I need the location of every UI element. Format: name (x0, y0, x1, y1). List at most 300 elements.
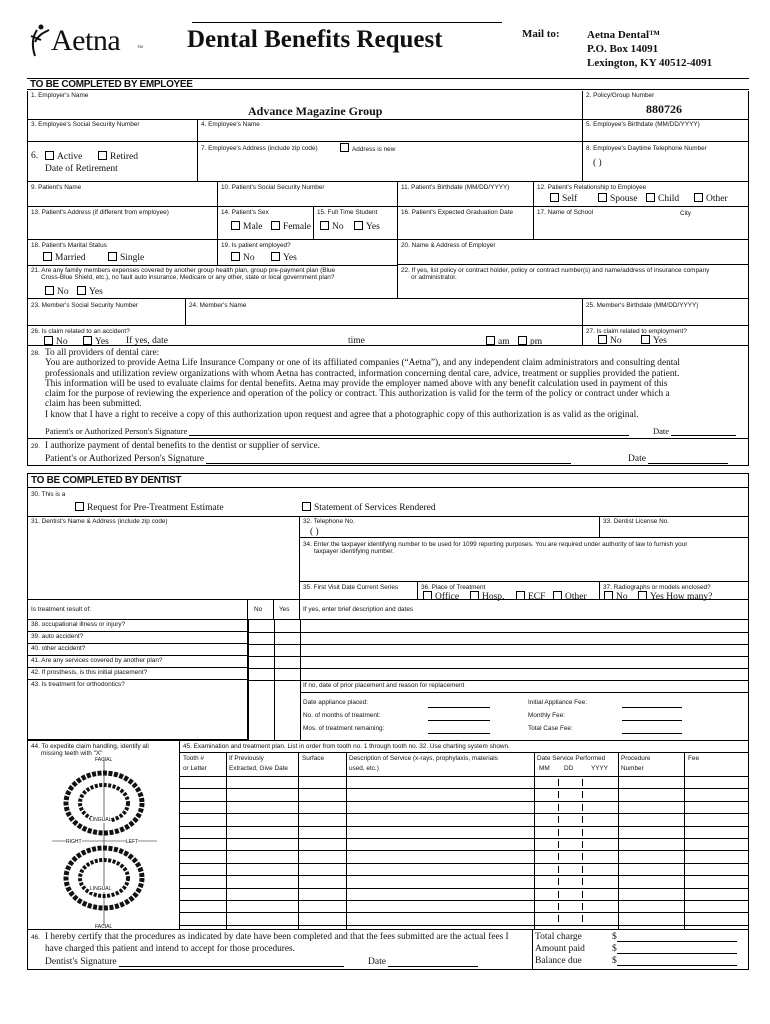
statement-option[interactable] (302, 502, 436, 513)
right-label: RIGHT (66, 839, 82, 845)
lingual-top-label: LINGUAL (90, 817, 112, 823)
no-label: No (57, 287, 69, 297)
total-charge-label: Total charge (535, 932, 582, 942)
date-tick (558, 853, 559, 860)
prev-extracted-header: If Previously (229, 755, 264, 762)
field-label: 38. occupational illness or injury? (31, 621, 126, 628)
procedure-header-2: Number (621, 765, 644, 772)
employer-name-value: Advance Magazine Group (248, 104, 383, 118)
if-yes-date-label: If yes, date (126, 336, 168, 346)
employed-yes-option[interactable] (271, 252, 297, 263)
treatment-result-label (28, 600, 248, 620)
pretreatment-option[interactable] (75, 502, 224, 513)
pm-label: pm (530, 337, 543, 347)
self-checkbox[interactable] (550, 193, 559, 202)
pretreatment-checkbox[interactable] (75, 502, 84, 511)
radiographs-no-checkbox[interactable] (604, 591, 613, 600)
ecf-label: ECF (528, 592, 546, 602)
other-place-checkbox[interactable] (553, 591, 562, 600)
grid-row-line (180, 900, 748, 901)
yyyy-header: YYYY (591, 765, 609, 772)
school-name-field[interactable] (534, 207, 748, 240)
mailing-address (587, 28, 712, 70)
field-number: 29. (31, 443, 40, 450)
patient-signature-date-line[interactable] (671, 435, 736, 436)
initial-appliance-fee-label: Initial Appliance Fee: (528, 699, 587, 706)
retired-checkbox[interactable] (98, 151, 107, 160)
dentist-name-address-field[interactable] (28, 516, 300, 600)
spouse-checkbox[interactable] (598, 193, 607, 202)
surface-header: Surface (302, 755, 325, 762)
field-label: 20. Name & Address of Employer (401, 242, 496, 249)
self-option[interactable] (550, 193, 577, 204)
dd-header: DD (564, 765, 574, 772)
hosp-checkbox[interactable] (470, 591, 479, 600)
member-ssn-field[interactable] (28, 299, 186, 326)
monthly-fee-label: Monthly Fee: (528, 712, 565, 719)
balance-due-input[interactable] (612, 956, 737, 966)
amount-paid-input[interactable] (612, 944, 737, 954)
signature-label: Patient's or Authorized Person's Signature (45, 426, 188, 436)
member-birthdate-field[interactable] (583, 299, 748, 326)
dentist-signature-line[interactable] (119, 966, 344, 967)
divider (248, 680, 748, 681)
yes-label: Yes (650, 592, 664, 602)
description-header-2: used, etc.) (349, 765, 379, 772)
date-tick (558, 816, 559, 823)
dentist-signature-label (45, 957, 344, 967)
no-label: No (254, 606, 263, 613)
months-remaining-label: Mos. of treatment remaining: (303, 725, 385, 732)
field-label: 3. Employee's Social Security Number (31, 121, 140, 128)
graduation-date-field[interactable] (398, 207, 534, 240)
field-label: 40. other accident? (31, 645, 86, 652)
orthodontics-row (28, 680, 248, 740)
employed-yes-checkbox[interactable] (271, 252, 280, 261)
spouse-label: Spouse (610, 194, 638, 204)
grid-column-line (618, 752, 619, 930)
address-line: Lexington, KY 40512-4091 (587, 57, 713, 69)
pretreatment-label: Request for Pre-Treatment Estimate (87, 503, 224, 513)
text-line: You are authorized to provide Aetna Life Insurance Company or one of its affiliated companies (“Aetna”), and any independent claim administrators and consulting dental (45, 358, 681, 369)
field-label: 21. Are any family members expenses covered by another group health plan, group pre-payment plan (Blue (31, 267, 336, 274)
field-label: 44. To expedite claim handling, identify all (31, 743, 149, 750)
date-tick (558, 878, 559, 885)
grid-column-line (226, 752, 227, 930)
office-label: Office (435, 592, 460, 602)
field-label: missing teeth with "X" (41, 750, 103, 757)
text-line: claim has been submitted. (45, 399, 142, 410)
no-label: No (243, 253, 255, 263)
date-tick (582, 891, 583, 898)
grid-row-line (180, 838, 748, 839)
field-label: 22. If yes, list policy or contract holder, policy or contract number(s) and name/address of insurance company (401, 267, 710, 274)
accident-claim-field (28, 326, 583, 346)
months-remaining-line[interactable] (428, 733, 490, 734)
single-label: Single (120, 253, 145, 263)
student-no-checkbox[interactable] (320, 221, 329, 230)
divider (248, 656, 748, 657)
yes-label: Yes (95, 337, 109, 347)
grid-column-line (684, 752, 685, 930)
tooth-column-header: Tooth # (183, 755, 204, 762)
field-label: 11. Patient's Birthdate (MM/DD/YYYY) (401, 184, 510, 191)
dental-benefits-form (27, 10, 749, 1010)
female-option[interactable] (271, 221, 311, 232)
employment-claim-field (583, 326, 748, 346)
retired-label: Retired (110, 152, 138, 162)
dentist-license-field[interactable] (600, 516, 748, 538)
total-charge-input[interactable] (612, 932, 737, 942)
policy-group-number-value: 880726 (646, 102, 682, 116)
date-tick (582, 853, 583, 860)
date-tick (558, 891, 559, 898)
field-label: Is treatment result of: (31, 606, 92, 613)
field-label: 27. Is claim related to employment? (586, 328, 687, 335)
total-case-fee-label: Total Case Fee: (528, 725, 573, 732)
prosthesis-row (28, 668, 248, 680)
field-label: 24. Member's Name (189, 302, 247, 309)
address-new-option[interactable] (340, 143, 395, 153)
date-label: Date (653, 426, 670, 436)
dollar-sign: $ (612, 944, 617, 954)
patient-signature-label (45, 426, 629, 436)
other-label: Other (706, 194, 728, 204)
employment-yes-option[interactable] (641, 335, 667, 346)
employed-no-option[interactable] (231, 252, 255, 263)
date-tick (582, 816, 583, 823)
student-yes-option[interactable] (354, 221, 380, 232)
accident-time-label (348, 336, 462, 346)
active-label: Active (57, 152, 83, 162)
dollar-sign: $ (612, 932, 617, 942)
field-label: 12. Patient's Relationship to Employee (537, 184, 647, 191)
child-option[interactable] (646, 193, 679, 204)
female-checkbox[interactable] (271, 221, 280, 230)
female-label: Female (283, 222, 311, 232)
place-of-treatment-field (418, 582, 600, 600)
auto-accident-row (28, 632, 248, 644)
employment-yes-checkbox[interactable] (641, 335, 650, 344)
grid-row-line (180, 925, 748, 926)
employee-name-field[interactable] (198, 120, 583, 142)
married-label: Married (55, 253, 86, 263)
address-new-checkbox[interactable] (340, 143, 349, 152)
employee-birthdate-field[interactable] (583, 120, 748, 142)
field-label: Cross-Blue Shield, etc.), no fault auto insurance, Medicare or any other, state or local government plan? (41, 274, 335, 281)
certification-text-2: have charged this patient and intend to accept for those procedures. (45, 944, 295, 954)
accident-yes-checkbox[interactable] (83, 336, 92, 345)
policy-group-number-field[interactable] (583, 91, 748, 120)
other-coverage-field (28, 265, 398, 299)
address-line: Aetna Dental™ (587, 29, 661, 41)
male-label: Male (243, 222, 263, 232)
tooth-chart-field (28, 740, 180, 930)
dollar-sign: $ (612, 956, 617, 966)
other-option[interactable] (694, 193, 728, 204)
description-header: Description of Service (x-rays, prophylaxis, materials (349, 755, 498, 762)
other-policy-holder-field[interactable] (398, 265, 748, 299)
no-label: No (56, 337, 68, 347)
no-label: No (610, 336, 622, 346)
date-tick (558, 841, 559, 848)
date-tick (582, 779, 583, 786)
field-label: 13. Patient's Address (if different from employee) (31, 209, 169, 216)
field-number: 6. (31, 151, 39, 161)
date-tick (558, 804, 559, 811)
procedure-header: Procedure (621, 755, 651, 762)
full-time-student-field (314, 207, 398, 240)
field-label: 25. Member's Birthdate (MM/DD/YYYY) (586, 302, 699, 309)
male-checkbox[interactable] (231, 221, 240, 230)
field-label: 18. Patient's Marital Status (31, 242, 107, 249)
grid-row-line (180, 850, 748, 851)
date-tick (558, 829, 559, 836)
married-checkbox[interactable] (43, 252, 52, 261)
yes-label: Yes (653, 336, 667, 346)
field-label: 33. Dentist License No. (603, 518, 670, 525)
child-label: Child (658, 194, 680, 204)
date-tick (582, 878, 583, 885)
address-new-label: Address is new (352, 146, 396, 153)
date-tick (582, 804, 583, 811)
employer-name-field[interactable] (28, 91, 583, 120)
date-tick (582, 791, 583, 798)
field-label: 17. Name of School (537, 209, 594, 216)
male-option[interactable] (231, 221, 263, 232)
active-option[interactable] (45, 151, 82, 162)
grid-row-line (180, 788, 748, 789)
grid-row-line (180, 813, 748, 814)
dentist-section-header: TO BE COMPLETED BY DENTIST (27, 473, 749, 488)
date-appliance-placed-label: Date appliance placed: (303, 699, 369, 706)
marital-status-field (28, 240, 218, 265)
initial-appliance-fee-line[interactable] (622, 707, 682, 708)
patient-sex-field (218, 207, 314, 240)
description-column-header (300, 600, 748, 620)
employee-section-header: TO BE COMPLETED BY EMPLOYEE (27, 78, 749, 90)
date-tick (582, 841, 583, 848)
statement-label: Statement of Services Rendered (314, 503, 436, 513)
grid-column-line (534, 752, 535, 930)
date-tick (558, 866, 559, 873)
student-no-option[interactable] (320, 221, 344, 232)
total-charge-line[interactable] (617, 941, 737, 942)
header (27, 10, 749, 74)
grid-row-line (180, 801, 748, 802)
field-label: 31. Dentist's Name & Address (include zip code) (31, 518, 168, 525)
accident-date-label (126, 336, 335, 346)
patient-ssn-field[interactable] (218, 182, 398, 207)
date-tick (582, 829, 583, 836)
daytime-phone-field[interactable] (583, 142, 748, 182)
divider (248, 668, 748, 669)
employee-address-field[interactable] (198, 142, 583, 182)
field-label: 37. Radiographs or models enclosed? (603, 584, 711, 591)
statement-checkbox[interactable] (302, 502, 311, 511)
form-title: Dental Benefits Request (187, 26, 443, 53)
date-appliance-line[interactable] (428, 707, 490, 708)
dentist-signature-date-label (368, 957, 478, 967)
date-tick (558, 791, 559, 798)
employee-ssn-field[interactable] (28, 120, 198, 142)
coverage-yes-checkbox[interactable] (77, 286, 86, 295)
payment-signature-line[interactable] (206, 463, 571, 464)
dentist-telephone-field[interactable] (300, 516, 600, 538)
coverage-yes-option[interactable] (77, 286, 103, 297)
tooth-column-header-2: or Letter (183, 765, 207, 772)
prior-placement-label: If no, date of prior placement and reason for replacement (303, 682, 465, 689)
office-checkbox[interactable] (423, 591, 432, 600)
patient-relationship-field (534, 182, 748, 207)
field-label: 23. Member's Social Security Number (31, 302, 139, 309)
mail-to-label: Mail to: (522, 28, 560, 40)
grid-row-line (180, 912, 748, 913)
radiographs-yes-checkbox[interactable] (638, 591, 647, 600)
grid-column-line (298, 752, 299, 930)
field-label: 7. Employee's Address (include zip code) (201, 145, 318, 152)
logo-text: Aetna (51, 24, 121, 57)
spouse-option[interactable] (598, 193, 637, 204)
months-treatment-line[interactable] (428, 720, 490, 721)
taxpayer-id-field[interactable] (300, 538, 748, 582)
field-label: 41. Are any services covered by another plan? (31, 657, 163, 664)
field-label: If yes, enter brief description and dates (303, 606, 414, 613)
field-label: 36. Place of Treatment (421, 584, 486, 591)
field-label: 10. Patient's Social Security Number (221, 184, 325, 191)
certification-text: I hereby certify that the procedures as indicated by date have been completed and that the fees submitted are the actual fees I (45, 932, 509, 942)
date-tick (558, 779, 559, 786)
ecf-checkbox[interactable] (516, 591, 525, 600)
field-label: 34. Enter the taxpayer identifying number to be used for 1099 reporting purposes. You are required under authority of law to furnish your (303, 541, 688, 548)
field-label: 39. auto accident? (31, 633, 84, 640)
field-label: 35. First Visit Date Current Series (303, 584, 399, 591)
date-performed-header: Date Service Performed (537, 755, 606, 762)
single-checkbox[interactable] (108, 252, 117, 261)
field-label: 15. Full Time Student (317, 209, 378, 216)
field-label: 30. This is a (31, 491, 66, 498)
logo-tm: TM (137, 44, 143, 49)
grid-row-line (180, 863, 748, 864)
grid-row-line (180, 888, 748, 889)
balance-due-line[interactable] (617, 965, 737, 966)
fee-header: Fee (688, 755, 700, 762)
certification-block (28, 930, 748, 970)
grid-row-line (180, 776, 748, 777)
date-tick (558, 915, 559, 922)
student-yes-checkbox[interactable] (354, 221, 363, 230)
child-checkbox[interactable] (646, 193, 655, 202)
patient-name-field[interactable] (28, 182, 218, 207)
field-number: 28. (31, 350, 40, 357)
divider (248, 632, 748, 633)
active-checkbox[interactable] (45, 151, 54, 160)
self-label: Self (562, 194, 578, 204)
tooth-chart-icon[interactable] (42, 758, 167, 926)
request-type-field (28, 488, 748, 516)
yes-column-header (274, 600, 300, 620)
facial-top-label: FACIAL (95, 757, 113, 763)
single-option[interactable] (108, 252, 144, 263)
radiographs-field (600, 582, 748, 600)
text-line: claim for the purpose of reviewing the experience and operation of the policy or contract. This authorization is valid for the term of the policy or contract under which a (45, 389, 670, 400)
field-label: 5. Employee's Birthdate (MM/DD/YYYY) (586, 121, 700, 128)
field-label: 16. Patient's Expected Graduation Date (401, 209, 514, 216)
payment-authorization-block (28, 439, 748, 466)
authorization-block (28, 346, 748, 439)
grid-row-line (180, 875, 748, 876)
payment-signature-date-label (628, 454, 728, 464)
accident-no-checkbox[interactable] (44, 336, 53, 345)
monthly-fee-line[interactable] (622, 720, 682, 721)
am-checkbox[interactable] (486, 336, 495, 345)
field-label: 1. Employer's Name (31, 92, 89, 99)
left-label: LEFT (126, 839, 139, 845)
prev-extracted-header-2: Extracted, Give Date (229, 765, 288, 772)
am-label: am (498, 337, 510, 347)
date-tick (582, 903, 583, 910)
patient-birthdate-field[interactable] (398, 182, 534, 207)
date-tick (558, 903, 559, 910)
patient-signature-line[interactable] (189, 435, 629, 436)
employer-name-address-field[interactable] (398, 240, 748, 265)
facial-bottom-label: FACIAL (95, 924, 113, 930)
other-accident-row (28, 644, 248, 656)
married-option[interactable] (43, 252, 86, 263)
text-line: This information will be used to evaluate claims for dental benefits. Aetna may provide the employer named above with any benefit calculation used in payment of this (45, 378, 668, 389)
divider (532, 930, 533, 970)
retired-option[interactable] (98, 151, 138, 162)
total-case-fee-line[interactable] (622, 733, 682, 734)
date-of-retirement-label: Date of Retirement (45, 164, 118, 174)
other-checkbox[interactable] (694, 193, 703, 202)
date-label: Date (368, 957, 386, 967)
field-label: 45. Examination and treatment plan. List in order from tooth no. 1 through tooth no. 32. Use charting system shown. (183, 743, 510, 750)
field-label: 42. If prosthesis, is this initial placement? (31, 669, 148, 676)
hosp-label: Hosp. (482, 592, 505, 602)
date-label: Date (628, 454, 646, 464)
address-line: P.O. Box 14091 (587, 43, 659, 55)
field-label: 9. Patient's Name (31, 184, 82, 191)
coverage-no-checkbox[interactable] (45, 286, 54, 295)
employment-no-checkbox[interactable] (598, 335, 607, 344)
patient-employed-field (218, 240, 398, 265)
occupational-illness-row (28, 620, 248, 632)
patient-address-field[interactable] (28, 207, 218, 240)
coverage-no-option[interactable] (45, 286, 69, 297)
other-plan-row (28, 656, 248, 668)
employment-no-option[interactable] (598, 335, 622, 346)
amount-paid-line[interactable] (617, 953, 737, 954)
field-label: taxpayer identifying number. (314, 548, 394, 555)
yes-label: Yes (283, 253, 297, 263)
employee-section (27, 91, 749, 466)
employed-no-checkbox[interactable] (231, 252, 240, 261)
dentist-signature-date-line[interactable] (388, 966, 478, 967)
member-name-field[interactable] (186, 299, 583, 326)
pm-checkbox[interactable] (518, 336, 527, 345)
mm-header: MM (539, 765, 550, 772)
yes-label: Yes (366, 222, 380, 232)
yes-label: Yes (89, 287, 103, 297)
patient-signature-date-label (653, 426, 736, 436)
text-line: To all providers of dental care: (45, 348, 160, 358)
payment-signature-date-line[interactable] (648, 463, 728, 464)
first-visit-date-field[interactable] (300, 582, 418, 600)
authorization-text (45, 348, 745, 420)
divider (248, 644, 748, 645)
field-number: 46. (31, 934, 40, 941)
